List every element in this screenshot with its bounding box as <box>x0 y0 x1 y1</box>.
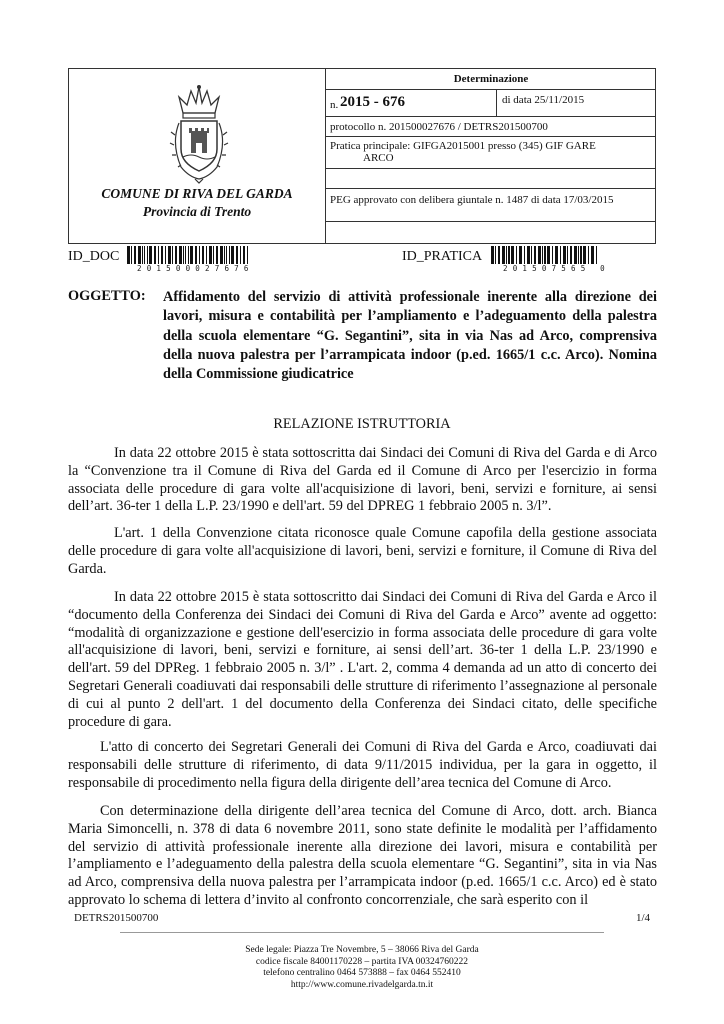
barcode-bar <box>147 246 148 264</box>
number-prefix: n. <box>330 99 339 111</box>
barcode-bar <box>142 246 143 264</box>
barcode-bar <box>172 246 173 264</box>
barcode-bar <box>127 246 130 264</box>
id-pratica-label: ID_PRATICA <box>402 249 483 264</box>
barcode-bar <box>508 246 510 264</box>
barcode-bar <box>495 246 496 264</box>
barcode-bar <box>506 246 507 264</box>
footer-line-1: Sede legale: Piazza Tre Novembre, 5 – 38066 Riva del Garda <box>245 945 479 955</box>
barcode-bar <box>138 246 141 264</box>
barcode-bar <box>213 246 214 264</box>
barcode-bar <box>524 246 525 264</box>
barcode-bar <box>574 246 577 264</box>
id-pratica-digits: 201507565 0 <box>503 264 610 273</box>
municipality-cell <box>69 69 326 243</box>
empty-row <box>326 169 656 189</box>
footer-line-4: http://www.comune.rivadelgarda.tn.it <box>290 979 434 990</box>
barcode-bar <box>519 246 522 264</box>
barcode-bar <box>502 246 505 264</box>
peg-approval: PEG approvato con delibera giuntale n. 1487 di data 17/03/2015 <box>326 189 656 222</box>
barcode-bar <box>231 246 234 264</box>
barcode-bar <box>188 246 189 264</box>
municipality-name: COMUNE DI RIVA DEL GARDA <box>101 186 293 201</box>
barcode-bar <box>544 246 546 264</box>
section-heading: RELAZIONE ISTRUTTORIA <box>273 416 451 432</box>
barcode-bar <box>134 246 136 264</box>
barcode-bar <box>511 246 514 264</box>
paragraph-2: L'art. 1 della Convenzione citata riconosce quale Comune capofila della gestione associata delle procedure di gara volte all'acquisizione di lavori, beni, servizi e forniture, il Comune di Riva del Garda. <box>68 525 657 577</box>
footer-line-3: telefono centralino 0464 573888 – fax 0464 552410 <box>263 968 461 978</box>
barcode-bar <box>236 246 238 264</box>
barcode-bar <box>168 246 171 264</box>
practice-line-2: ARCO <box>363 152 394 164</box>
barcode-bar <box>185 246 186 264</box>
barcode-bar <box>552 246 553 264</box>
main-practice <box>326 137 656 169</box>
determination-info <box>326 69 656 243</box>
practice-line-1: Pratica principale: GIFGA2015001 presso (345) GIF GARE <box>330 140 596 152</box>
barcode-bar <box>560 246 561 264</box>
determination-title: Determinazione <box>326 69 656 90</box>
paragraph-4: L'atto di concerto dei Segretari Generali dei Comuni di Riva del Garda e Arco, coadiuvati dai responsabili delle strutture di riferimento, di data 9/11/2015 individua, per la gara in oggetto, il responsabile di procedimento nella figura della dirigente dell’area tecnica del Comune di Arco. <box>68 739 657 791</box>
footer-line-2: codice fiscale 84001170228 – partita IVA 00324760222 <box>255 956 469 967</box>
barcode-bar <box>578 246 579 264</box>
subject-label: OGGETTO: <box>68 288 146 304</box>
barcode-bar <box>179 246 182 264</box>
barcode-bar <box>531 246 532 264</box>
determination-date: di data 25/11/2015 <box>502 94 585 106</box>
footer-document-id: DETRS201500700 <box>74 912 159 924</box>
barcode-bar <box>165 246 166 264</box>
barcode-bar <box>583 246 586 264</box>
subject-text: Affidamento del servizio di attività professionale inerente alla direzione dei lavori, misura e contabilità per l’ampliamento e l’adeguamento della palestra della scuola elementare “G. Segantini”, sita in via Nas ad Arco, comprensiva della nuova palestra per l’arrampicata indoor (p.ed. 1665/1 c.c. Arco). Nomina della Commissione giudicatrice <box>163 289 657 383</box>
footer-address <box>0 945 724 991</box>
barcode-bar <box>570 246 572 264</box>
barcode-bar <box>183 246 184 264</box>
id-doc-label: ID_DOC <box>68 249 120 264</box>
protocol-number: protocollo n. 201500027676 / DETRS201500700 <box>326 117 656 137</box>
barcode-bar <box>226 246 227 264</box>
barcode-bar <box>547 246 550 264</box>
id-doc-digits: 201500027676 <box>137 264 254 273</box>
document-header <box>68 68 656 244</box>
paragraph-5: Con determinazione della dirigente dell’area tecnica del Comune di Arco, dott. arch. Bianca Maria Simoncelli, n. 378 di data 6 novembre 2011, sono state definite le modalità per l’affidamento del servizio di attività professionale inerente alla direzione dei lavori, misura e contabilità per l’ampliamento e l’adeguamento della palestra della scuola elementare “G. Segantini”, sita in via Nas ad Arco, comprensiva della nuova palestra per l’arrampicata indoor (p.ed. 1665/1 c.c. Arco) ed è stato approvato lo schema di lettera d’invito al confronto concorrenziale, che sarà esperito con il <box>68 803 657 908</box>
barcode-bar <box>175 246 177 264</box>
barcode-bar <box>199 246 200 264</box>
barcode-bar <box>527 246 530 264</box>
barcode-bar <box>538 246 541 264</box>
footer-divider <box>120 932 604 933</box>
barcode-bar <box>202 246 204 264</box>
barcode-bar <box>588 246 589 264</box>
barcode-bar <box>224 246 225 264</box>
id-doc-barcode <box>127 246 251 264</box>
barcode-bar <box>542 246 543 264</box>
barcode-bar <box>596 246 597 264</box>
barcode-bar <box>206 246 207 264</box>
page-number: 1/4 <box>636 912 651 924</box>
barcode-bar <box>154 246 156 264</box>
number-cell <box>326 90 497 116</box>
paragraph-1: In data 22 ottobre 2015 è stata sottoscritta dai Sindaci dei Comuni di Riva del Garda e di Arco la “Convenzione tra il Comune di Riva del Garda ed il Comune di Arco per l'esercizio in forma associata delle procedure di gara volte all'acquisizione di lavori, beni, servizi e forniture, ai sensi dell’art. 36-ter 1 della L.P. 23/1990 e dell'art. 59 del DPREG 1 febbraio 2005 n. 3/l”. <box>68 445 657 515</box>
barcode-bar <box>220 246 223 264</box>
barcode-bar <box>149 246 152 264</box>
determination-number: 2015 - 676 <box>340 94 405 110</box>
empty-row <box>326 222 656 243</box>
barcode-bar <box>209 246 212 264</box>
coat-of-arms-icon <box>169 83 229 187</box>
barcode-bar <box>161 246 163 264</box>
barcode-bar <box>563 246 566 264</box>
barcode-bar <box>555 246 558 264</box>
barcode-bar <box>491 246 494 264</box>
barcode-bar <box>534 246 536 264</box>
province-name: Provincia di Trento <box>142 204 252 219</box>
barcode-bar <box>591 246 594 264</box>
barcode-bar <box>131 246 132 264</box>
barcode-bar <box>580 246 582 264</box>
paragraph-3: In data 22 ottobre 2015 è stata sottoscritto dai Sindaci dei Comuni di Riva del Garda e Arco il “documento della Conferenza dei Sindaci dei Comuni di Riva del Garda e Arco” avente ad oggetto: “modalità di organizzazione e gestione dell'esercizio in forma associata delle procedure di gara volte all'acquisizione di lavori, beni, servizi e forniture, ai sensi dell’art. 36-ter 1 della L.P. 23/1990 e dell'art. 59 del DPReg. 1 febbraio 2005 n. 3/l” . L'art. 2, comma 4 demanda ad un atto di concerto dei Segretari Generali coadiuvati dai responsabili delle strutture di riferimento l’assegnazione al personale di cui al punto 2 dell'art. 1 del documento della Conferenza dei Sindaci citato, delle specifiche procedure di gara. <box>68 589 657 730</box>
barcode-bar <box>240 246 241 264</box>
barcode-bar <box>158 246 159 264</box>
barcode-bar <box>195 246 197 264</box>
barcode-bar <box>498 246 500 264</box>
barcode-bar <box>567 246 568 264</box>
barcode-bar <box>516 246 517 264</box>
barcode-bar <box>216 246 218 264</box>
id-pratica-barcode <box>491 246 601 264</box>
barcode-bar <box>243 246 245 264</box>
barcode-bar <box>247 246 248 264</box>
barcode-bar <box>144 246 145 264</box>
barcode-bar <box>190 246 193 264</box>
determination-number-row <box>326 90 656 117</box>
barcode-bar <box>229 246 230 264</box>
